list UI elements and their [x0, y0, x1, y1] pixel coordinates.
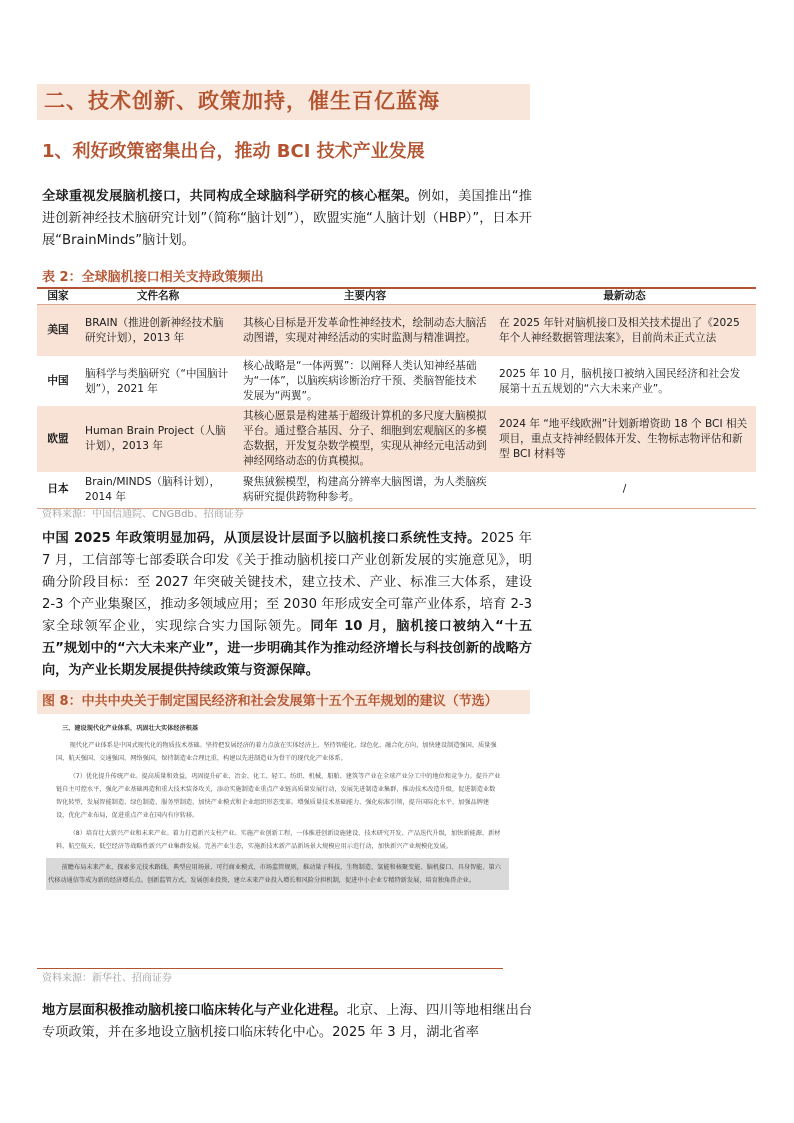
header-country: 国家 — [37, 289, 79, 305]
figure-highlighted-paragraph: 前瞻布局未来产业，探索多元技术路线、典型应用场景、可行商业模式、市场监管规则，推动量子科技、生物制造、氢能和核聚变能、脑机接口、具身智能、第六代移动通信等成为新的经济增长点。创新监管方式，发展创业投资，建立未来产业投入增长和风险分担机制，促进中小企业专精特新发展，培育独角兽企业。 — [46, 858, 509, 890]
section-title: 二、技术创新、政策加持，催生百亿蓝海 — [44, 89, 440, 113]
cell-content: 其核心目标是开发革命性神经技术，绘制动态大脑活动图谱，实现对神经活动的实时监测与精准调控。 — [237, 305, 493, 357]
figure-heading: 三、建设现代化产业体系，巩固壮大实体经济根基 — [62, 725, 199, 732]
cell-content: 聚焦狨猴模型，构建高分辨率大脑图谱，为人类脑疾病研究提供跨物种参考。 — [237, 472, 493, 508]
table-row — [37, 406, 756, 472]
policy-mid: 2025 年 7 月，工信部等七部委联合印发《关于推动脑机接口产业创新发展的实施意见》，明确分阶段目标：至 2027 年突破关键技术，建立技术、产业、标准三大体系，建设 2-3 个产业集聚区，推动多领域应用；至 2030 年形成安全可靠产业体系，培育 2-3 家全球领军企业，实现综合实力国际领先。 — [42, 531, 532, 634]
header-content: 主要内容 — [237, 289, 493, 305]
table-row — [37, 305, 756, 357]
intro-rest: 例如，美国推出“推进创新神经技术脑研究计划”（简称“脑计划”），欧盟实施“人脑计划（HBP）”，日本开展“BrainMinds”脑计划。 — [42, 189, 532, 248]
cell-country: 欧盟 — [37, 406, 79, 472]
cell-content: 核心战略是“一体两翼”：以阐释人类认知神经基础为“一体”，以脑疾病诊断治疗干预、类脑智能技术发展为“两翼”。 — [243, 360, 477, 402]
figure-caption: 图 8：中共中央关于制定国民经济和社会发展第十五个五年规划的建议（节选） — [42, 694, 498, 709]
cell-document: Brain/MINDS（脑科计划），2014 年 — [79, 472, 237, 508]
policy-lead: 中国 2025 年政策明显加码，从顶层设计层面予以脑机接口系统性支持。 — [42, 531, 481, 546]
header-document: 文件名称 — [79, 289, 237, 305]
local-lead: 地方层面积极推动脑机接口临床转化与产业化进程。 — [42, 1003, 347, 1018]
table-caption: 表 2：全球脑机接口相关支持政策频出 — [42, 270, 264, 285]
figure-excerpt — [48, 722, 501, 962]
header-latest: 最新动态 — [493, 289, 756, 305]
figure-source: 资料来源：新华社、招商证券 — [42, 973, 172, 984]
cell-country: 日本 — [37, 472, 79, 508]
local-rest: 北京、上海、四川等地相继出台专项政策，并在多地设立脑机接口临床转化中心。2025 年 3 月，湖北省率 — [42, 1003, 533, 1040]
cell-latest: 在 2025 年针对脑机接口及相关技术提出了《2025 年个人神经数据管理法案》，目前尚未正式立法 — [493, 305, 756, 357]
figure-paragraph: 现代化产业体系是中国式现代化的物质技术基础。坚持把发展经济的着力点放在实体经济上，坚持智能化、绿色化、融合化方向，加快建设制造强国、质量强国、航天强国、交通强国、网络强国，保持制造业合理比重，构建以先进制造业为骨干的现代化产业体系。 — [56, 742, 497, 762]
intro-paragraph — [42, 186, 532, 252]
cell-latest: 2024 年 “地平线欧洲”计划新增资助 18 个 BCI 相关项目，重点支持神经假体开发、生物标志物评估和新型 BCI 材料等 — [493, 406, 756, 472]
policy-table — [37, 289, 756, 509]
cell-latest: 2025 年 10 月，脑机接口被纳入国民经济和社会发展第十五五规划的“六大未来产业”。 — [499, 367, 741, 395]
cell-content: 其核心愿景是构建基于超级计算机的多尺度大脑模拟平台。通过整合基因、分子、细胞到宏观脑区的多模态数据，开发复杂数学模型，实现从神经元电活动到神经网络动态的仿真模拟。 — [237, 406, 493, 472]
cell-document: BRAIN（推进创新神经技术脑研究计划），2013 年 — [79, 305, 237, 357]
figure-paragraph: （7）优化提升传统产业。提高质量和效益，巩固提升矿业、冶金、化工、轻工、纺织、机械、船舶、建筑等产业在全球产业分工中的地位和竞争力。提升产业链自主可控水平，强化产业基础再造和重大技术装备攻关，添动实施制造业重点产业链高质量发展行动，发展先进制造业集群，推动技术改造升级，促进制造业数智化转型，发展智能制造、绿色制造、服务型制造，加快产业模式和企业组织形态变革。增强质量技术基础能力，强化标准引领，提升国际化水平，加强品牌建设，优化产业布局，促进重点产业在国内有序转移。 — [56, 773, 501, 819]
cell-document: 脑科学与类脑研究（“中国脑计划”），2021 年 — [85, 367, 229, 395]
policy-tail: 同年 10 月，脑机接口被纳入“十五五”规划中的“六大未来产业”，进一步明确其作为推动经济增长与科技创新的战略方向，为产业长期发展提供持续政策与资源保障。 — [42, 619, 533, 678]
table-source: 资料来源：中国信通院、CNGBdb、招商证券 — [42, 509, 244, 520]
table-row — [37, 472, 756, 508]
cell-latest: / — [493, 472, 756, 508]
table-header-row — [37, 289, 756, 305]
policy-paragraph — [42, 528, 532, 682]
cell-document: Human Brain Project（人脑计划），2013 年 — [79, 406, 237, 472]
local-paragraph — [42, 1000, 532, 1044]
figure-paragraph: （8）培育壮大新兴产业和未来产业。着力打造新兴支柱产业。实施产业创新工程，一体推进创新设施建设、技术研究开发、产品迭代升级，加快新能源、新材料、航空航天、低空经济等战略性新兴产业集群发展。完善产业生态，实施新技术新产品新场景大规模应用示范行动，加快新兴产业规模化发展。 — [56, 830, 501, 850]
figure-bottom-rule — [37, 968, 503, 969]
cell-country: 中国 — [47, 375, 69, 387]
subsection-title: 1、利好政策密集出台，推动 BCI 技术产业发展 — [42, 141, 425, 162]
intro-lead: 全球重视发展脑机接口，共同构成全球脑科学研究的核心框架。 — [42, 189, 418, 204]
cell-country: 美国 — [37, 305, 79, 357]
table-row — [37, 357, 756, 407]
